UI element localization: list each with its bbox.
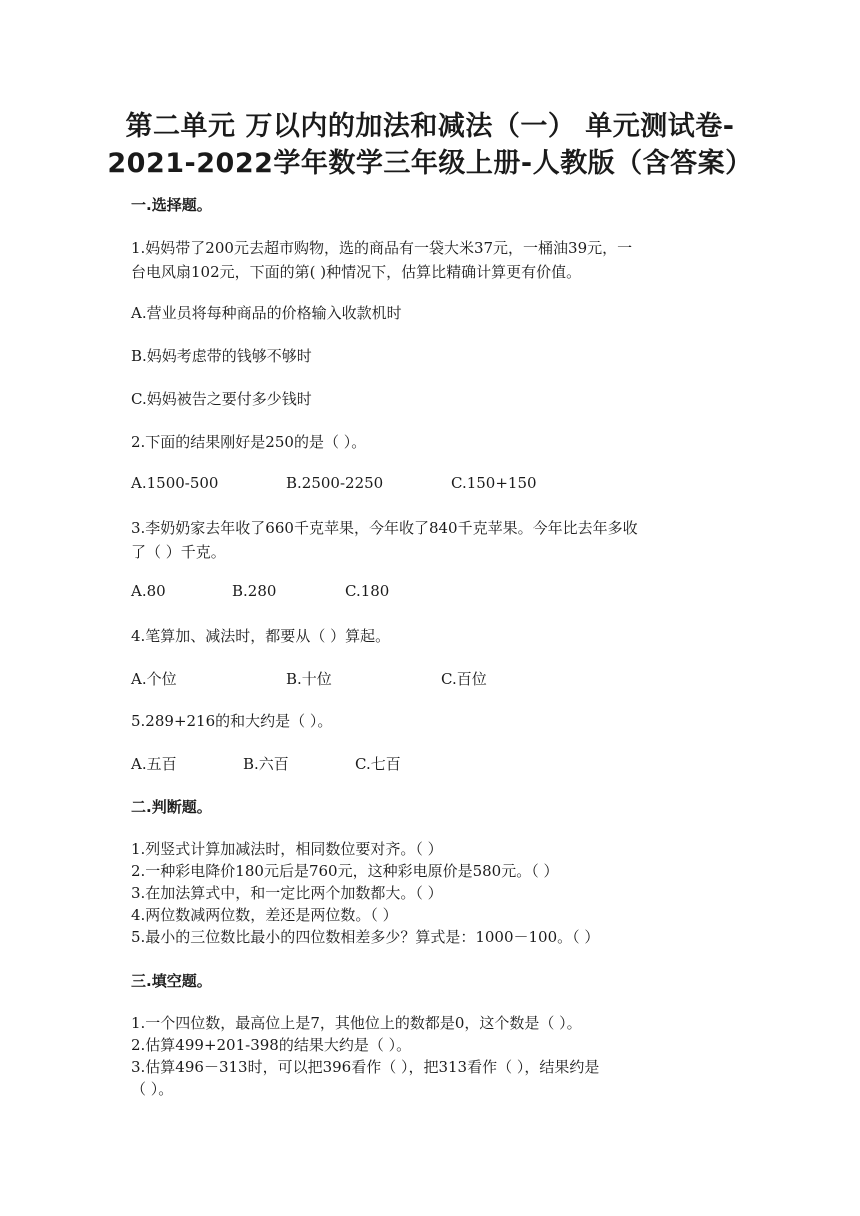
page-title-line-2: 2021-2022学年数学三年级上册-人教版（含答案） xyxy=(107,148,753,179)
judgment-item-5: 5.最小的三位数比最小的四位数相差多少？算式是：1000－100。（ ） xyxy=(131,928,600,946)
question-5-option-b: B.六百 xyxy=(243,755,289,773)
question-5-option-a: A.五百 xyxy=(131,755,177,773)
fill-in-item-1: 1.一个四位数，最高位上是7，其他位上的数都是0，这个数是（ ）。 xyxy=(131,1014,582,1032)
question-3-option-c: C.180 xyxy=(345,582,390,600)
question-1-option-a: A.营业员将每种商品的价格输入收款机时 xyxy=(131,304,402,322)
judgment-item-2: 2.一种彩电降价180元后是760元，这种彩电原价是580元。（ ） xyxy=(131,862,559,880)
question-2-option-a: A.1500-500 xyxy=(131,474,219,492)
question-3-option-a: A.80 xyxy=(131,582,166,600)
fill-in-item-3-line-2: （ ）。 xyxy=(131,1080,174,1098)
question-1-option-c: C.妈妈被告之要付多少钱时 xyxy=(131,390,312,408)
judgment-item-1: 1.列竖式计算加减法时，相同数位要对齐。（ ） xyxy=(131,840,443,858)
question-5-text: 5.289+216的和大约是（ ）。 xyxy=(131,712,333,730)
question-4-option-b: B.十位 xyxy=(286,670,332,688)
question-4-option-a: A.个位 xyxy=(131,670,177,688)
section-heading-choice: 一.选择题。 xyxy=(131,196,212,214)
section-heading-fill-in: 三.填空题。 xyxy=(131,972,212,990)
question-3-text-line-2: 了（ ）千克。 xyxy=(131,543,226,561)
section-heading-judgment: 二.判断题。 xyxy=(131,798,212,816)
question-1-text-line-1: 1.妈妈带了200元去超市购物，选的商品有一袋大米37元，一桶油39元，一 xyxy=(131,239,633,257)
question-3-option-b: B.280 xyxy=(232,582,277,600)
question-2-text: 2.下面的结果刚好是250的是（ ）。 xyxy=(131,433,367,451)
question-5-option-c: C.七百 xyxy=(355,755,401,773)
fill-in-item-3-line-1: 3.估算496－313时，可以把396看作（ ），把313看作（ ），结果约是 xyxy=(131,1058,600,1076)
question-2-option-b: B.2500-2250 xyxy=(286,474,384,492)
fill-in-item-2: 2.估算499+201-398的结果大约是（ ）。 xyxy=(131,1036,412,1054)
question-2-option-c: C.150+150 xyxy=(451,474,537,492)
question-3-text-line-1: 3.李奶奶家去年收了660千克苹果，今年收了840千克苹果。今年比去年多收 xyxy=(131,519,638,537)
question-4-option-c: C.百位 xyxy=(441,670,487,688)
judgment-item-3: 3.在加法算式中，和一定比两个加数都大。（ ） xyxy=(131,884,443,902)
question-4-text: 4.笔算加、减法时，都要从（ ）算起。 xyxy=(131,627,391,645)
question-1-option-b: B.妈妈考虑带的钱够不够时 xyxy=(131,347,312,365)
judgment-item-4: 4.两位数减两位数，差还是两位数。（ ） xyxy=(131,906,398,924)
page-title-line-1: 第二单元 万以内的加法和减法（一） 单元测试卷- xyxy=(125,111,735,142)
question-1-text-line-2: 台电风扇102元，下面的第( )种情况下，估算比精确计算更有价值。 xyxy=(131,263,582,281)
